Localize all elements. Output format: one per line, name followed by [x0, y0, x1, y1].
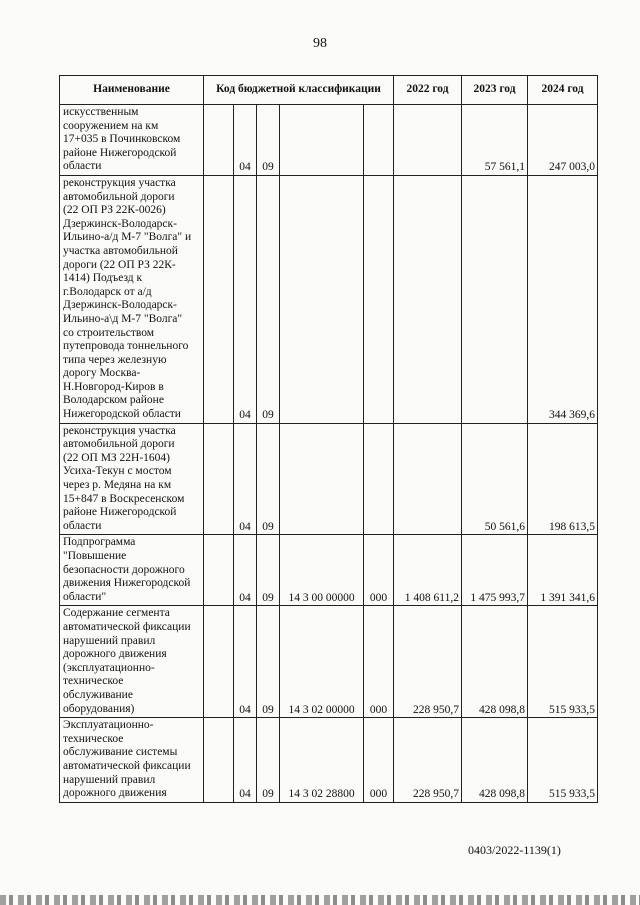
code-subsection: 09	[257, 535, 280, 606]
row-name: реконструкция участка автомобильной дороги (22 ОП МЗ 22Н-1604) Усиха-Текун с мостом через р. Медяна на км 15+847 в Воскресенском районе Нижегородской области	[60, 423, 204, 535]
code-part-1	[204, 535, 234, 606]
code-section: 04	[234, 175, 257, 423]
code-section: 04	[234, 606, 257, 718]
value-2024: 344 369,6	[528, 175, 598, 423]
header-2022: 2022 год	[394, 76, 462, 105]
table-row	[60, 423, 598, 535]
code-part-1	[204, 606, 234, 718]
row-name: реконструкция участка автомобильной дороги (22 ОП РЗ 22К-0026) Дзержинск-Володарск- Ильино-а/д М-7 "Волга" и участка автомобильной дороги (22 ОП РЗ 22К- 1414) Подъезд к г.Володарск от а/д Дзержинск-Володарск- Ильино-а\д М-7 "Волга" со строительством путепровода тоннельного типа через железную дорогу Москва- Н.Новгород-Киров в Володарском районе Нижегородской области	[60, 175, 204, 423]
value-2023: 1 475 993,7	[462, 535, 528, 606]
code-part-1	[204, 175, 234, 423]
code-target-article	[280, 105, 364, 176]
code-subsection: 09	[257, 606, 280, 718]
code-target-article	[280, 175, 364, 423]
code-expense-type	[364, 105, 394, 176]
value-2024: 247 003,0	[528, 105, 598, 176]
value-2024: 1 391 341,6	[528, 535, 598, 606]
value-2022: 228 950,7	[394, 606, 462, 718]
code-expense-type: 000	[364, 718, 394, 803]
value-2023: 57 561,1	[462, 105, 528, 176]
row-name: Подпрограмма "Повышение безопасности дорожного движения Нижегородской области"	[60, 535, 204, 606]
value-2024: 515 933,5	[528, 718, 598, 803]
row-name: Эксплуатационно- техническое обслуживание системы автоматической фиксации нарушений правил дорожного движения	[60, 718, 204, 803]
value-2023: 428 098,8	[462, 718, 528, 803]
row-name: искусственным сооружением на км 17+035 в Починковском районе Нижегородской области	[60, 105, 204, 176]
table-row	[60, 718, 598, 803]
code-expense-type: 000	[364, 606, 394, 718]
value-2022	[394, 423, 462, 535]
table-row	[60, 535, 598, 606]
page-number: 98	[313, 36, 327, 51]
value-2023: 50 561,6	[462, 423, 528, 535]
value-2024: 198 613,5	[528, 423, 598, 535]
table-row	[60, 175, 598, 423]
table-header-row	[60, 76, 598, 105]
code-section: 04	[234, 535, 257, 606]
value-2024: 515 933,5	[528, 606, 598, 718]
value-2022: 1 408 611,2	[394, 535, 462, 606]
header-2023: 2023 год	[462, 76, 528, 105]
code-section: 04	[234, 718, 257, 803]
code-part-1	[204, 718, 234, 803]
document-code: 0403/2022-1139(1)	[468, 843, 561, 857]
code-subsection: 09	[257, 718, 280, 803]
code-expense-type	[364, 175, 394, 423]
code-target-article: 14 3 02 00000	[280, 606, 364, 718]
value-2023: 428 098,8	[462, 606, 528, 718]
value-2023	[462, 175, 528, 423]
value-2022	[394, 175, 462, 423]
header-name: Наименование	[60, 76, 204, 105]
code-subsection: 09	[257, 105, 280, 176]
value-2022: 228 950,7	[394, 718, 462, 803]
code-section: 04	[234, 105, 257, 176]
budget-table	[59, 75, 598, 803]
code-subsection: 09	[257, 175, 280, 423]
header-2024: 2024 год	[528, 76, 598, 105]
table-row	[60, 606, 598, 718]
code-part-1	[204, 105, 234, 176]
value-2022	[394, 105, 462, 176]
code-expense-type: 000	[364, 535, 394, 606]
code-part-1	[204, 423, 234, 535]
code-expense-type	[364, 423, 394, 535]
table-row	[60, 105, 598, 176]
code-target-article: 14 3 00 00000	[280, 535, 364, 606]
code-subsection: 09	[257, 423, 280, 535]
header-code: Код бюджетной классификации	[204, 76, 394, 105]
code-section: 04	[234, 423, 257, 535]
row-name: Содержание сегмента автоматической фиксации нарушений правил дорожного движения (эксплуатационно- техническое обслуживание оборудования)	[60, 606, 204, 718]
code-target-article	[280, 423, 364, 535]
code-target-article: 14 3 02 28800	[280, 718, 364, 803]
scan-edge-artifact	[0, 895, 640, 905]
